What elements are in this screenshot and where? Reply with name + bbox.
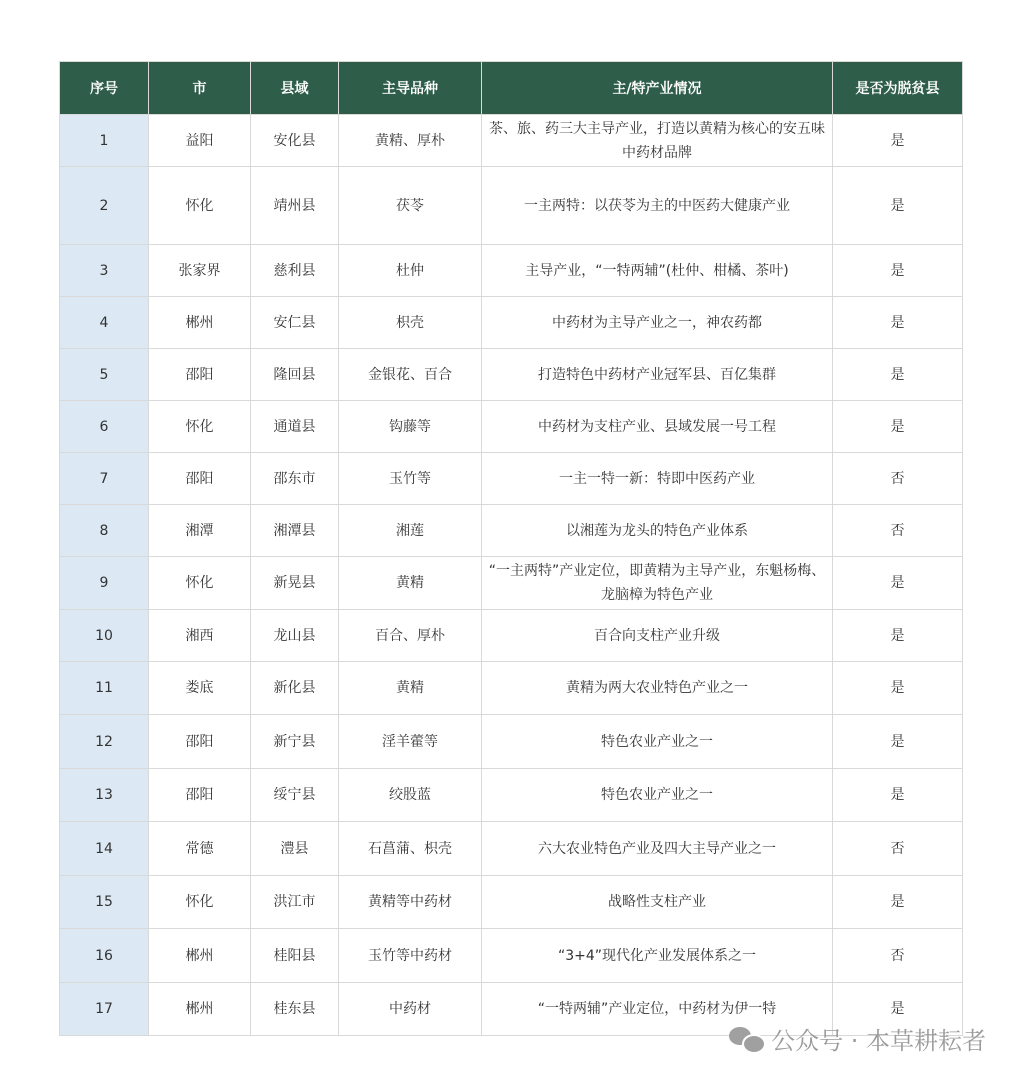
table-row: [60, 557, 963, 610]
cell-city: 郴州: [149, 929, 251, 983]
cell-industry: 主导产业，“一特两辅”(杜仲、柑橘、茶叶): [482, 245, 833, 297]
cell-industry: “一特两辅”产业定位，中药材为伊一特: [482, 983, 833, 1036]
cell-county: 新化县: [251, 662, 339, 715]
cell-no: 15: [60, 876, 149, 929]
cell-poverty: 否: [833, 453, 963, 505]
watermark-text: 公众号 · 本草耕耘者: [771, 1026, 986, 1055]
table-row: [60, 876, 963, 929]
cell-no: 14: [60, 822, 149, 876]
cell-no: 13: [60, 769, 149, 822]
cell-no: 2: [60, 167, 149, 245]
cell-county: 通道县: [251, 401, 339, 453]
table-row: [60, 349, 963, 401]
cell-poverty: 是: [833, 715, 963, 769]
cell-poverty: 否: [833, 505, 963, 557]
cell-poverty: 是: [833, 662, 963, 715]
cell-city: 郴州: [149, 297, 251, 349]
cell-variety: 中药材: [339, 983, 482, 1036]
cell-industry: 中药材为支柱产业、县域发展一号工程: [482, 401, 833, 453]
table-row: [60, 167, 963, 245]
cell-poverty: 是: [833, 876, 963, 929]
cell-county: 龙山县: [251, 610, 339, 662]
cell-industry: 特色农业产业之一: [482, 715, 833, 769]
cell-city: 怀化: [149, 876, 251, 929]
cell-county: 绥宁县: [251, 769, 339, 822]
cell-variety: 黄精: [339, 557, 482, 610]
cell-county: 桂东县: [251, 983, 339, 1036]
header-variety: 主导品种: [339, 62, 482, 115]
cell-city: 邵阳: [149, 769, 251, 822]
cell-county: 隆回县: [251, 349, 339, 401]
cell-no: 17: [60, 983, 149, 1036]
table-row: [60, 401, 963, 453]
cell-city: 娄底: [149, 662, 251, 715]
cell-no: 8: [60, 505, 149, 557]
header-industry: 主/特产业情况: [482, 62, 833, 115]
cell-variety: 绞股蓝: [339, 769, 482, 822]
county-industry-table: [59, 61, 963, 1036]
cell-county: 洪江市: [251, 876, 339, 929]
table-row: [60, 822, 963, 876]
cell-no: 16: [60, 929, 149, 983]
table-row: [60, 610, 963, 662]
table-row: [60, 715, 963, 769]
cell-industry: 战略性支柱产业: [482, 876, 833, 929]
table-row: [60, 662, 963, 715]
header-city: 市: [149, 62, 251, 115]
header-county: 县域: [251, 62, 339, 115]
cell-poverty: 是: [833, 167, 963, 245]
cell-industry: 以湘莲为龙头的特色产业体系: [482, 505, 833, 557]
wechat-icon: [729, 1024, 763, 1052]
cell-poverty: 是: [833, 769, 963, 822]
cell-poverty: 是: [833, 983, 963, 1036]
header-poverty-county: 是否为脱贫县: [833, 62, 963, 115]
cell-city: 怀化: [149, 401, 251, 453]
cell-poverty: 是: [833, 115, 963, 167]
cell-variety: 玉竹等中药材: [339, 929, 482, 983]
cell-county: 新宁县: [251, 715, 339, 769]
table-body: [60, 115, 963, 1036]
cell-no: 11: [60, 662, 149, 715]
cell-no: 5: [60, 349, 149, 401]
cell-poverty: 是: [833, 610, 963, 662]
cell-no: 4: [60, 297, 149, 349]
cell-variety: 黄精、厚朴: [339, 115, 482, 167]
watermark: [729, 1018, 986, 1058]
cell-city: 湘潭: [149, 505, 251, 557]
cell-variety: 杜仲: [339, 245, 482, 297]
cell-poverty: 是: [833, 297, 963, 349]
cell-variety: 钩藤等: [339, 401, 482, 453]
cell-industry: 打造特色中药材产业冠军县、百亿集群: [482, 349, 833, 401]
cell-city: 郴州: [149, 983, 251, 1036]
cell-variety: 枳壳: [339, 297, 482, 349]
cell-county: 邵东市: [251, 453, 339, 505]
cell-industry: “3+4”现代化产业发展体系之一: [482, 929, 833, 983]
cell-city: 怀化: [149, 557, 251, 610]
cell-county: 澧县: [251, 822, 339, 876]
cell-industry: 百合向支柱产业升级: [482, 610, 833, 662]
table-row: [60, 769, 963, 822]
cell-city: 张家界: [149, 245, 251, 297]
cell-variety: 百合、厚朴: [339, 610, 482, 662]
cell-poverty: 是: [833, 245, 963, 297]
cell-city: 邵阳: [149, 715, 251, 769]
cell-variety: 淫羊藿等: [339, 715, 482, 769]
cell-industry: 六大农业特色产业及四大主导产业之一: [482, 822, 833, 876]
cell-city: 邵阳: [149, 453, 251, 505]
cell-industry: 一主两特：以茯苓为主的中医药大健康产业: [482, 167, 833, 245]
cell-poverty: 否: [833, 822, 963, 876]
cell-poverty: 是: [833, 349, 963, 401]
cell-county: 安仁县: [251, 297, 339, 349]
table-row: [60, 929, 963, 983]
cell-county: 桂阳县: [251, 929, 339, 983]
table-row: [60, 245, 963, 297]
header-no: 序号: [60, 62, 149, 115]
cell-county: 靖州县: [251, 167, 339, 245]
cell-no: 10: [60, 610, 149, 662]
cell-industry: 茶、旅、药三大主导产业，打造以黄精为核心的安五味中药材品牌: [482, 115, 833, 167]
cell-county: 湘潭县: [251, 505, 339, 557]
cell-city: 益阳: [149, 115, 251, 167]
cell-industry: 中药材为主导产业之一，神农药都: [482, 297, 833, 349]
cell-industry: 一主一特一新：特即中医药产业: [482, 453, 833, 505]
header-row: [60, 62, 963, 115]
cell-variety: 玉竹等: [339, 453, 482, 505]
cell-variety: 茯苓: [339, 167, 482, 245]
cell-variety: 金银花、百合: [339, 349, 482, 401]
cell-city: 邵阳: [149, 349, 251, 401]
table-row: [60, 505, 963, 557]
cell-city: 湘西: [149, 610, 251, 662]
cell-no: 12: [60, 715, 149, 769]
cell-variety: 湘莲: [339, 505, 482, 557]
cell-city: 怀化: [149, 167, 251, 245]
cell-city: 常德: [149, 822, 251, 876]
cell-poverty: 是: [833, 557, 963, 610]
cell-no: 1: [60, 115, 149, 167]
table-row: [60, 115, 963, 167]
cell-no: 9: [60, 557, 149, 610]
table-row: [60, 453, 963, 505]
cell-county: 慈利县: [251, 245, 339, 297]
cell-industry: 黄精为两大农业特色产业之一: [482, 662, 833, 715]
cell-variety: 黄精: [339, 662, 482, 715]
cell-county: 安化县: [251, 115, 339, 167]
cell-poverty: 否: [833, 929, 963, 983]
cell-industry: “一主两特”产业定位，即黄精为主导产业，东魁杨梅、龙脑樟为特色产业: [482, 557, 833, 610]
cell-no: 3: [60, 245, 149, 297]
cell-no: 6: [60, 401, 149, 453]
cell-variety: 石菖蒲、枳壳: [339, 822, 482, 876]
cell-poverty: 是: [833, 401, 963, 453]
cell-variety: 黄精等中药材: [339, 876, 482, 929]
cell-industry: 特色农业产业之一: [482, 769, 833, 822]
cell-no: 7: [60, 453, 149, 505]
cell-county: 新晃县: [251, 557, 339, 610]
table-row: [60, 297, 963, 349]
